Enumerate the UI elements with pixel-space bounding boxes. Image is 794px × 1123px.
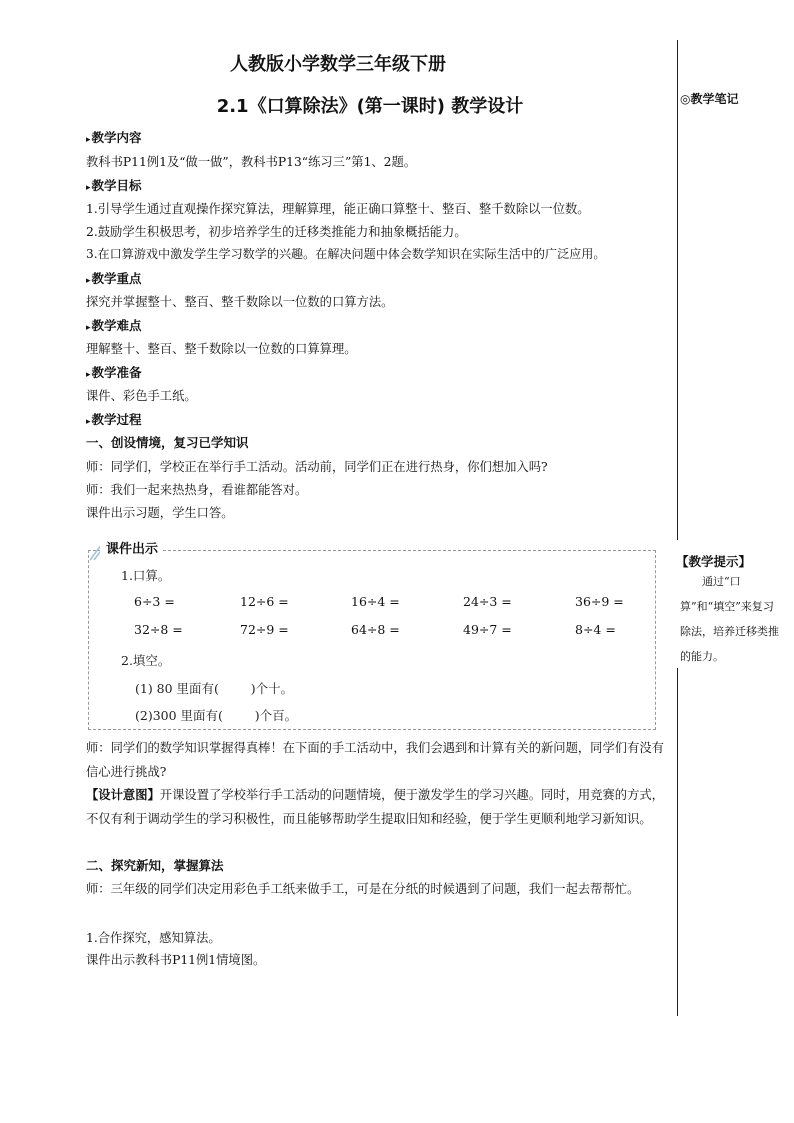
oral-calc-item: 6÷3 = — [134, 594, 175, 609]
exercise-box-label: 课件出示 — [100, 538, 161, 557]
exercise-box — [88, 550, 656, 730]
difficulty-text: 理解整十、整百、整千数除以一位数的口算算理。 — [86, 342, 357, 356]
heading-difficulty: ▸ 教学难点 — [86, 316, 142, 334]
question-1-label: 1.口算。 — [121, 568, 171, 583]
oral-calc-item: 8÷4 = — [575, 622, 616, 637]
heading-key-points: ▸ 教学重点 — [86, 269, 142, 287]
teaching-tip-body: 通过“口算”和“填空”来复习除法，培养迁移类推的能力。 — [680, 575, 779, 663]
teacher-paragraph-2 — [86, 878, 674, 902]
content-text: 教科书P11例1及“做一做”，教科书P13“练习三”第1、2题。 — [86, 155, 417, 169]
margin-divider-bottom — [677, 668, 678, 1016]
oral-calc-item: 49÷7 = — [463, 622, 512, 637]
oral-calc-item: 12÷6 = — [240, 594, 289, 609]
goal-item: 1.引导学生通过直观操作探究算法，理解算理，能正确口算整十、整百、整千数除以一位数。 — [86, 202, 590, 216]
design-intent-paragraph — [86, 784, 674, 831]
oral-calc-item: 32÷8 = — [134, 622, 183, 637]
key-points-text: 探究并掌握整十、整百、整千数除以一位数的口算方法。 — [86, 295, 394, 309]
goal-item: 3.在口算游戏中激发学生学习数学的兴趣。在解决问题中体会数学知识在实际生活中的广泛应用。 — [86, 247, 606, 261]
teaching-notes-label: ◎教学笔记 — [680, 92, 739, 106]
fill-blank-item: (2)300 里面有( )个百。 — [135, 708, 298, 723]
teacher-paragraph-2-text: 师：三年级的同学们决定用彩色手工纸来做手工，可是在分纸的时候遇到了问题，我们一起去帮帮忙。 — [86, 882, 640, 896]
goal-item: 2.鼓励学生积极思考，初步培养学生的迁移类推能力和抽象概括能力。 — [86, 225, 467, 239]
dialogue-line: 师：我们一起来热热身，看谁都能答对。 — [86, 483, 308, 497]
design-intent-text: 开课设置了学校举行手工活动的问题情境，便于激发学生的学习兴趣。同时，用竞赛的方式，不仅有利于调动学生的学习积极性，而且能够帮助学生提取旧知和经验，便于学生更顺利地学习新知识。 — [86, 788, 664, 826]
oral-calc-item: 64÷8 = — [351, 622, 400, 637]
dialogue-line: 师：同学们，学校正在举行手工活动。活动前，同学们正在进行热身，你们想加入吗? — [86, 460, 548, 474]
oral-calc-item: 24÷3 = — [463, 594, 512, 609]
heading-process: ▸ 教学过程 — [86, 410, 142, 428]
oral-calc-item: 36÷9 = — [575, 594, 624, 609]
teacher-paragraph-text: 师：同学们的数学知识掌握得真棒！在下面的手工活动中，我们会遇到和计算有关的新问题，同学们有没有信心进行挑战? — [86, 741, 664, 779]
oral-calc-item: 72÷9 = — [240, 622, 289, 637]
oral-calc-item: 16÷4 = — [351, 594, 400, 609]
courseware-line: 课件出示教科书P11例1情境图。 — [86, 953, 266, 967]
design-intent-label: 【设计意图】 — [86, 788, 160, 802]
document-title: 人教版小学数学三年级下册 — [230, 54, 446, 75]
teacher-paragraph — [86, 737, 674, 784]
heading-goals: ▸ 教学目标 — [86, 176, 142, 194]
heading-content: ▸ 教学内容 — [86, 128, 142, 146]
heading-preparation: ▸ 教学准备 — [86, 363, 142, 381]
step-1-text: 1.合作探究，感知算法。 — [86, 931, 221, 945]
question-2-label: 2.填空。 — [121, 653, 171, 668]
fill-blank-item: (1) 80 里面有( )个十。 — [135, 681, 294, 696]
margin-divider-top — [677, 40, 678, 540]
teaching-tip-title: 【教学提示】 — [676, 554, 752, 569]
dialogue-line: 课件出示习题，学生口答。 — [86, 506, 234, 520]
part2-title: 二、探究新知，掌握算法 — [86, 858, 224, 873]
lesson-title: 2.1《口算除法》(第一课时) 教学设计 — [216, 96, 524, 117]
part1-title: 一、创设情境，复习已学知识 — [86, 435, 249, 450]
preparation-text: 课件、彩色手工纸。 — [86, 389, 197, 403]
